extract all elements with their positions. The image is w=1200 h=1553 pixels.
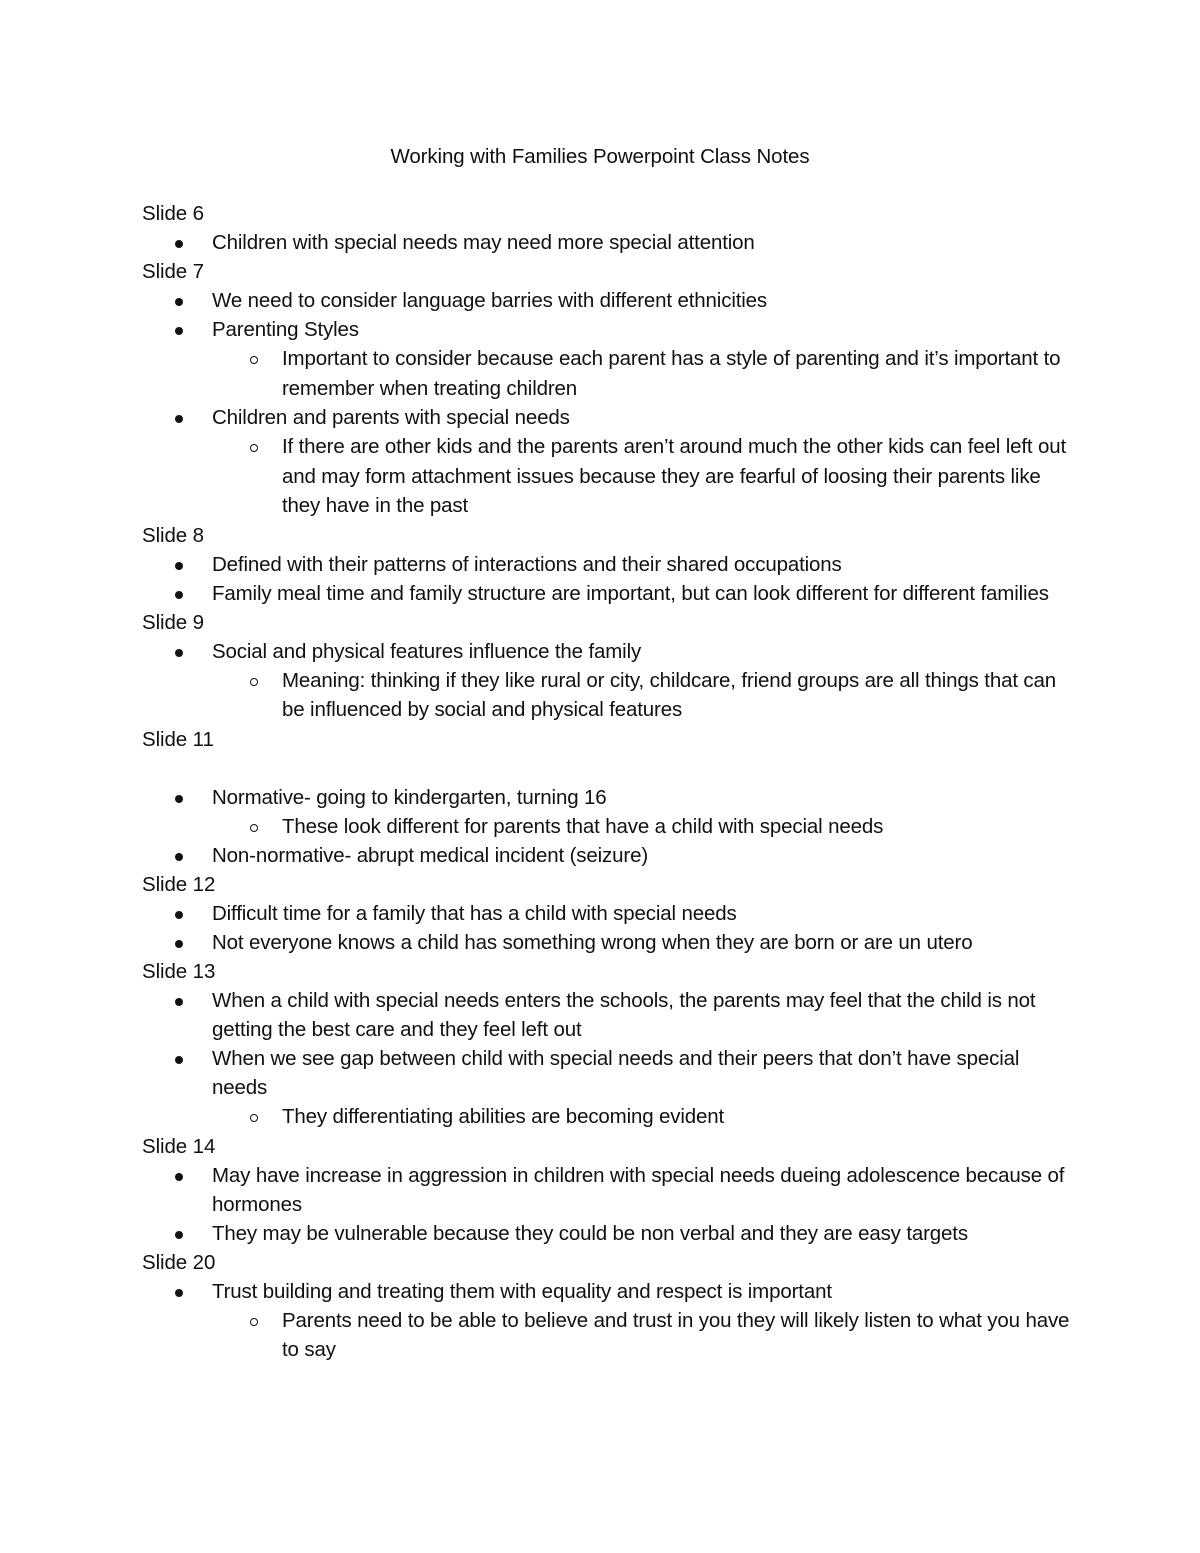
- bullet-dot-icon: [175, 240, 183, 248]
- bullet-text: Children and parents with special needs: [212, 406, 570, 429]
- sub-bullet-text: If there are other kids and the parents aren’t around much the other kids can feel left out and may form attachment issues because they are fearful of loosing their parents like they have in the past: [282, 435, 1067, 517]
- bullet-dot-icon: [175, 562, 183, 570]
- section-slide-6: [142, 199, 1072, 257]
- slide-heading: Slide 13: [142, 960, 216, 983]
- slide-heading: Slide 9: [142, 610, 204, 634]
- sub-bullet-list: [212, 666, 1072, 725]
- bullet-list: [142, 783, 1072, 871]
- hollow-circle-icon: [250, 444, 258, 452]
- sub-bullet-list: [212, 344, 1072, 403]
- bullet-item: [142, 579, 1072, 608]
- notes-body: [142, 199, 1072, 1365]
- bullet-text: Family meal time and family structure are important, but can look different for different families: [212, 581, 1049, 605]
- bullet-item: [142, 1161, 1072, 1219]
- hollow-circle-icon: [250, 1114, 258, 1122]
- bullet-dot-icon: [175, 1231, 183, 1239]
- hollow-circle-icon: [250, 356, 258, 364]
- bullet-dot-icon: [175, 1289, 183, 1297]
- bullet-dot-icon: [175, 853, 183, 861]
- bullet-item: [142, 1277, 1072, 1365]
- bullet-list: [142, 1161, 1072, 1248]
- bullet-text: Not everyone knows a child has something wrong when they are born or are un utero: [212, 931, 973, 954]
- bullet-item: [142, 841, 1072, 870]
- bullet-dot-icon: [175, 298, 183, 306]
- slide-heading: Slide 14: [142, 1134, 216, 1158]
- sub-bullet-item: [212, 1102, 1072, 1132]
- sub-bullet-item: [212, 812, 1072, 842]
- sub-bullet-list: [212, 1102, 1072, 1132]
- bullet-text: Children with special needs may need more special attention: [212, 231, 755, 254]
- section-slide-20: [142, 1248, 1072, 1365]
- sub-bullet-list: [212, 432, 1072, 521]
- bullet-dot-icon: [175, 415, 183, 423]
- bullet-dot-icon: [175, 649, 183, 657]
- sub-bullet-item: [212, 1306, 1072, 1365]
- bullet-dot-icon: [175, 998, 183, 1006]
- sub-bullet-text: Important to consider because each parent has a style of parenting and it’s important to remember when treating children: [282, 347, 1061, 400]
- bullet-item: [142, 899, 1072, 928]
- bullet-text: Defined with their patterns of interactions and their shared occupations: [212, 552, 842, 576]
- bullet-dot-icon: [175, 795, 183, 803]
- bullet-dot-icon: [175, 591, 183, 599]
- bullet-text: Non-normative- abrupt medical incident (seizure): [212, 844, 649, 867]
- bullet-text: We need to consider language barries with different ethnicities: [212, 289, 768, 312]
- document-title: Working with Families Powerpoint Class Notes: [390, 145, 810, 168]
- bullet-item: [142, 228, 1072, 257]
- bullet-list: [142, 286, 1072, 521]
- bullet-text: When we see gap between child with special needs and their peers that don’t have special needs: [212, 1047, 1020, 1099]
- bullet-item: [142, 403, 1072, 521]
- hollow-circle-icon: [250, 824, 258, 832]
- bullet-dot-icon: [175, 1173, 183, 1181]
- sub-bullet-item: [212, 666, 1072, 725]
- sub-bullet-text: Parents need to be able to believe and trust in you they will likely listen to what you have to say: [282, 1308, 1070, 1361]
- sub-bullet-item: [212, 432, 1072, 521]
- bullet-item: [142, 928, 1072, 957]
- bullet-dot-icon: [175, 1056, 183, 1064]
- sub-bullet-list: [212, 1306, 1072, 1365]
- slide-heading: Slide 11: [142, 727, 214, 751]
- bullet-list: [142, 986, 1072, 1132]
- sub-bullet-list: [212, 812, 1072, 842]
- bullet-text: May have increase in aggression in children with special needs dueing adolescence because of hormones: [212, 1163, 1065, 1216]
- bullet-dot-icon: [175, 327, 183, 335]
- bullet-text: Normative- going to kindergarten, turning 16: [212, 785, 607, 809]
- bullet-text: Difficult time for a family that has a child with special needs: [212, 902, 737, 925]
- bullet-list: [142, 1277, 1072, 1365]
- bullet-text: Parenting Styles: [212, 318, 359, 341]
- slide-heading: Slide 6: [142, 202, 204, 225]
- bullet-list: [142, 550, 1072, 608]
- hollow-circle-icon: [250, 678, 258, 686]
- bullet-text: They may be vulnerable because they could be non verbal and they are easy targets: [212, 1221, 968, 1245]
- section-slide-9: [142, 608, 1072, 725]
- section-slide-14: [142, 1132, 1072, 1248]
- bullet-dot-icon: [175, 911, 183, 919]
- bullet-list: [142, 228, 1072, 257]
- section-slide-11: [142, 725, 1072, 871]
- bullet-list: [142, 637, 1072, 725]
- bullet-list: [142, 899, 1072, 957]
- bullet-item: [142, 1044, 1072, 1132]
- bullet-dot-icon: [175, 940, 183, 948]
- bullet-item: [142, 637, 1072, 725]
- bullet-item: [142, 286, 1072, 315]
- slide-heading: Slide 12: [142, 873, 216, 896]
- hollow-circle-icon: [250, 1318, 258, 1326]
- bullet-item: [142, 986, 1072, 1044]
- sub-bullet-text: Meaning: thinking if they like rural or city, childcare, friend groups are all things that can be influenced by social and physical features: [282, 668, 1057, 721]
- slide-heading: Slide 7: [142, 260, 204, 283]
- slide-heading: Slide 8: [142, 523, 204, 547]
- sub-bullet-item: [212, 344, 1072, 403]
- bullet-item: [142, 1219, 1072, 1248]
- section-slide-8: [142, 521, 1072, 608]
- section-slide-13: [142, 957, 1072, 1132]
- section-slide-7: [142, 257, 1072, 521]
- bullet-text: When a child with special needs enters the schools, the parents may feel that the child is not getting the best care and they feel left out: [212, 989, 1036, 1041]
- bullet-text: Social and physical features influence the family: [212, 639, 642, 663]
- bullet-item: [142, 550, 1072, 579]
- bullet-text: Trust building and treating them with equality and respect is important: [212, 1279, 832, 1303]
- slide-heading: Slide 20: [142, 1250, 216, 1274]
- section-slide-12: [142, 870, 1072, 957]
- bullet-item: [142, 783, 1072, 842]
- sub-bullet-text: These look different for parents that have a child with special needs: [282, 814, 884, 838]
- bullet-item: [142, 315, 1072, 403]
- sub-bullet-text: They differentiating abilities are becoming evident: [282, 1105, 725, 1128]
